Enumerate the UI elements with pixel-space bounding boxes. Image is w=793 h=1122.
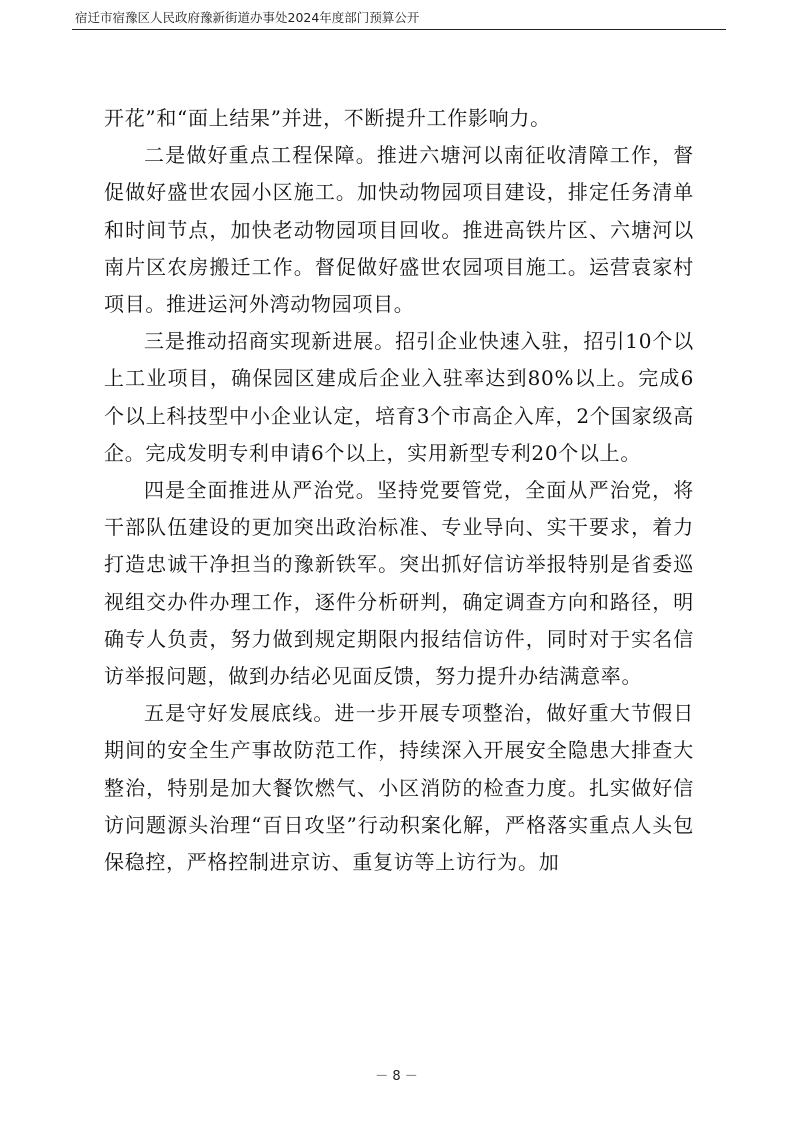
document-body	[104, 100, 694, 881]
paragraph-continuation: 开花”和“面上结果”并进，不断提升工作影响力。	[104, 106, 551, 130]
paragraph-party-discipline: 四是全面推进从严治党。坚持党要管党，全面从严治党，将干部队伍建设的更加突出政治标准、专业导向、实干要求，着力打造忠诚干净担当的豫新铁军。突出抓好信访举报特别是省委巡视组交办件办理工作，逐件分析研判，确定调查方向和路径，明确专人负责，努力做到规定期限内报结信访件，同时对于实名信访举报问题，做到办结必见面反馈，努力提升办结满意率。	[104, 478, 694, 689]
running-header: 宿迁市宿豫区人民政府豫新街道办事处2024年度部门预算公开	[75, 10, 420, 25]
page-number: － 8 －	[375, 1069, 418, 1084]
paragraph-safety: 五是守好发展底线。进一步开展专项整治，做好重大节假日期间的安全生产事故防范工作，持续深入开展安全隐患大排查大整治，特别是加大餐饮燃气、小区消防的检查力度。扎实做好信访问题源头治理“百日攻坚”行动积案化解，严格落实重点人头包保稳控，严格控制进京访、重复访等上访行为。加	[104, 701, 694, 875]
paragraph-key-projects: 二是做好重点工程保障。推进六塘河以南征收清障工作，督促做好盛世农园小区施工。加快动物园项目建设，排定任务清单和时间节点，加快老动物园项目回收。推进高铁片区、六塘河以南片区农房搬迁工作。督促做好盛世农园项目施工。运营袁家村项目。推进运河外湾动物园项目。	[104, 143, 694, 317]
header-divider	[72, 29, 726, 30]
paragraph-investment: 三是推动招商实现新进展。招引企业快速入驻，招引10个以上工业项目，确保园区建成后企业入驻率达到80%以上。完成6个以上科技型中小企业认定，培育3个市高企入库，2个国家级高企。完成发明专利申请6个以上，实用新型专利20个以上。	[104, 329, 694, 465]
